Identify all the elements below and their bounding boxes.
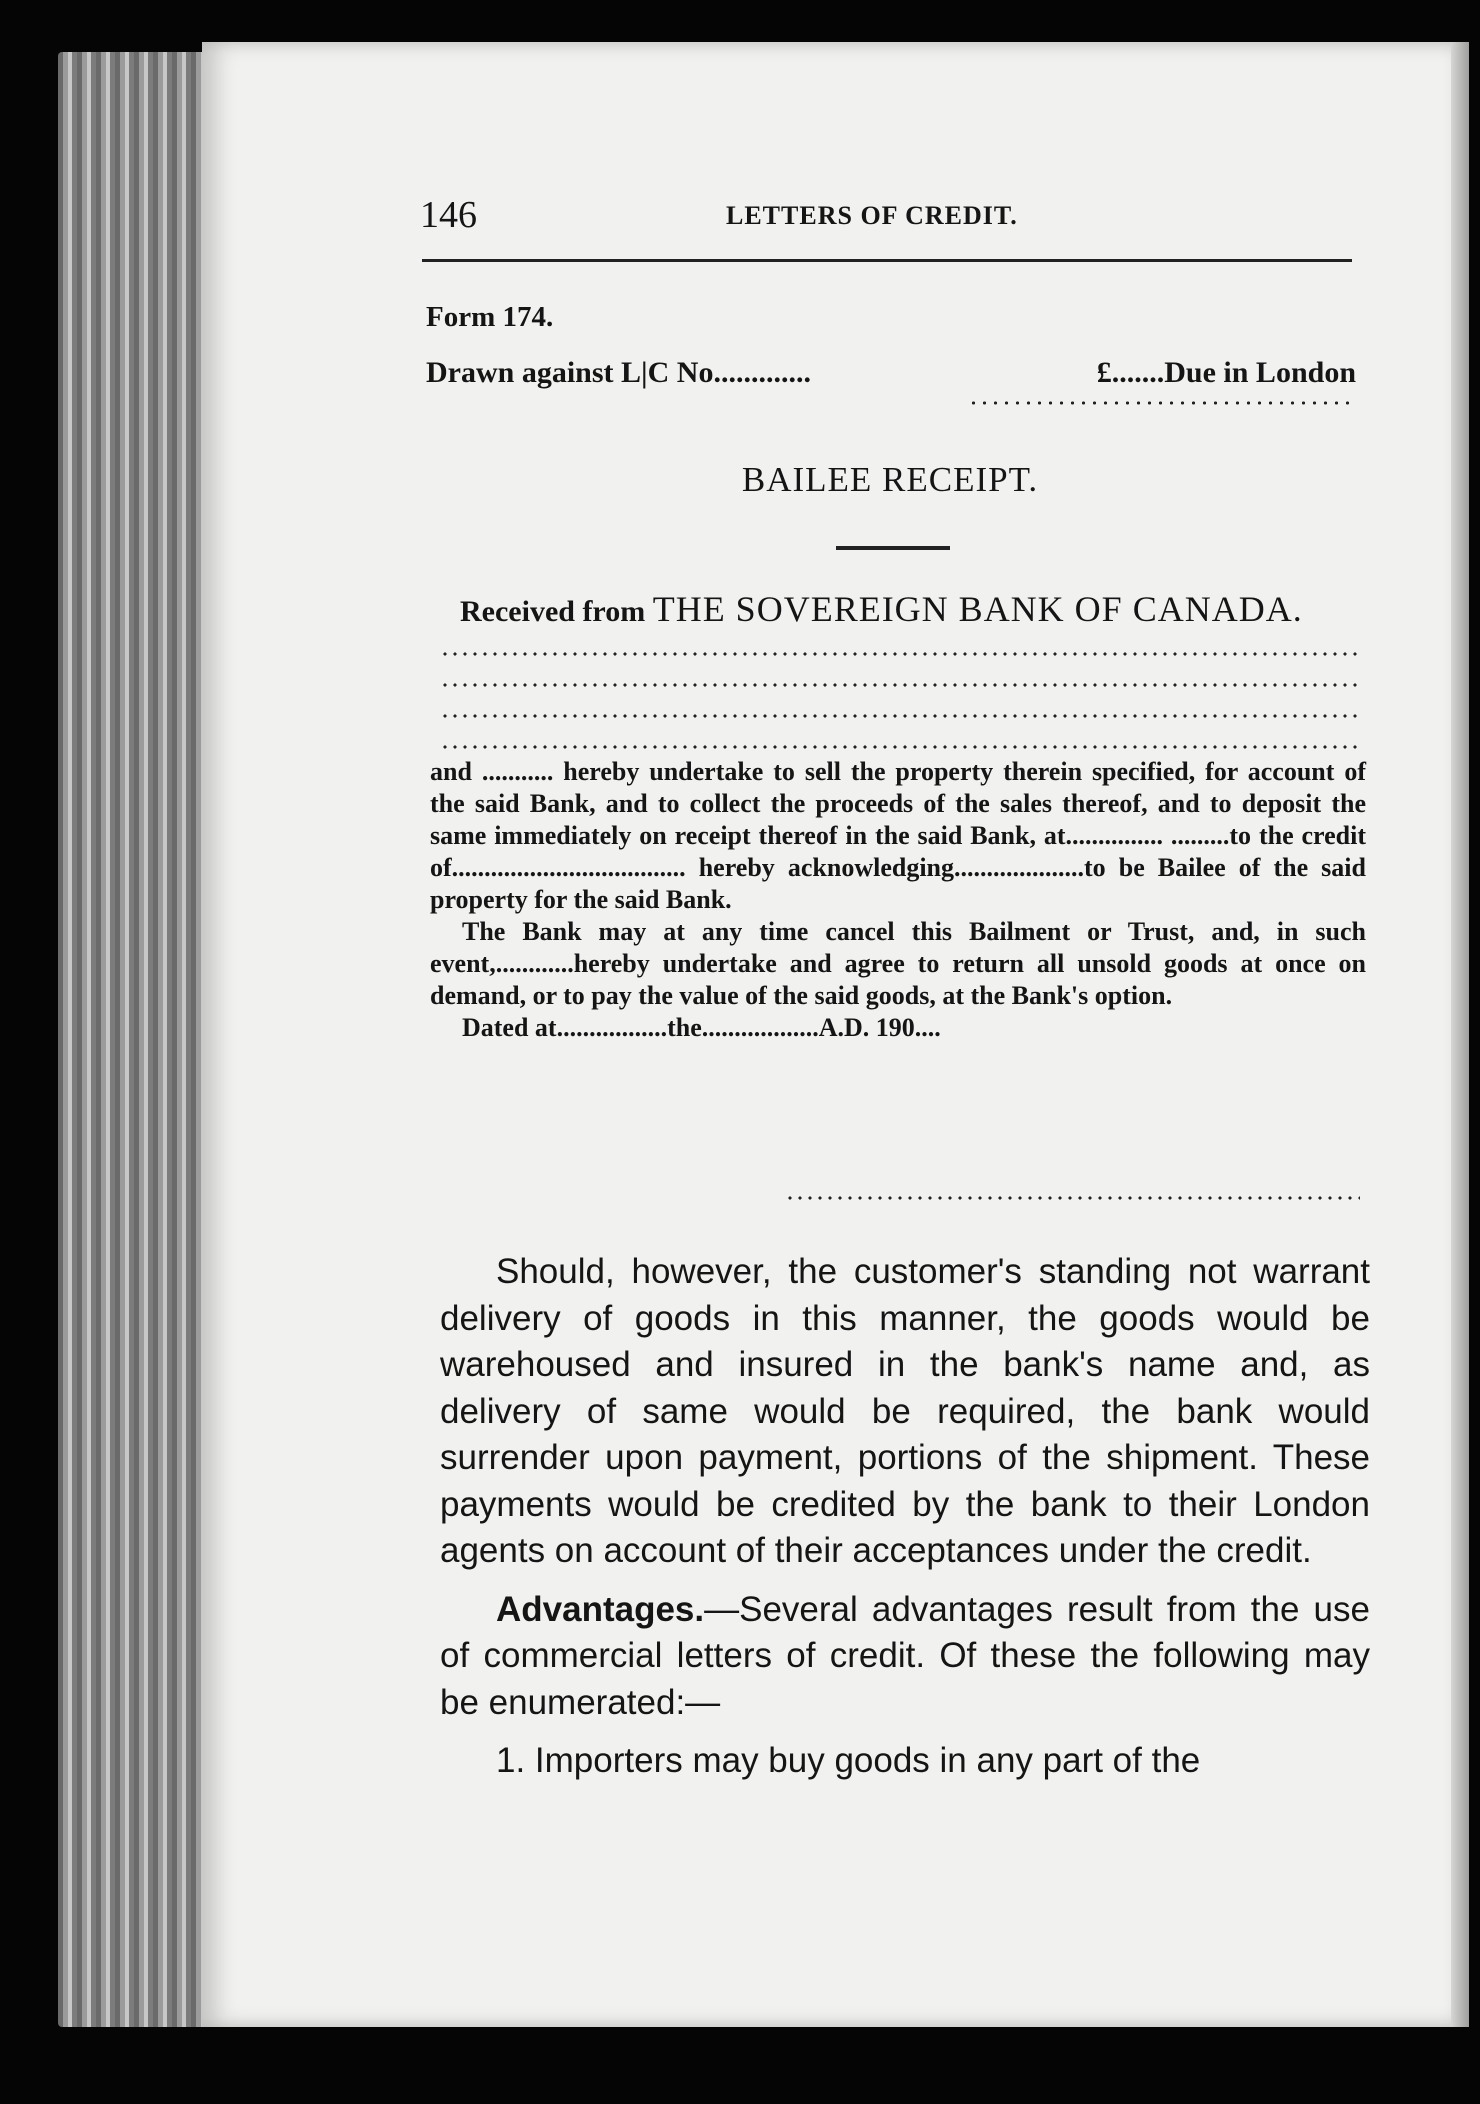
running-head xyxy=(420,193,1360,243)
dotted-fill-line xyxy=(440,714,1360,718)
dated-line: Dated at.................the..................A.D. 190.... xyxy=(462,1013,941,1042)
form-paragraph: and ........... hereby undertake to sell the property therein specified, for account of the said Bank, and to collect the proceeds of the sales thereof, and to deposit the same immediately on receipt thereof in the said Bank, at............... .........to the credit of.................................... hereby acknowledging....................to be Bailee of the said property for the said Bank. xyxy=(430,757,1366,914)
body-paragraph xyxy=(440,1587,1370,1727)
advantages-heading: Advantages. xyxy=(496,1589,705,1629)
page-number: 146 xyxy=(420,194,477,236)
header-rule xyxy=(422,259,1352,262)
due-in-london-dotted-line xyxy=(968,401,1352,405)
page-right-edge xyxy=(1451,42,1469,2027)
drawn-against-right: £.......Due in London xyxy=(1096,356,1356,389)
bank-name: THE SOVEREIGN BANK OF CANADA. xyxy=(652,589,1303,629)
signature-dotted-line xyxy=(785,1196,1360,1200)
form-body xyxy=(430,756,1366,1044)
form-number: Form 174. xyxy=(426,301,554,333)
dotted-fill-line xyxy=(440,745,1360,749)
dotted-fill-line xyxy=(440,683,1360,687)
dotted-fill-line xyxy=(440,652,1360,656)
received-from-line xyxy=(460,588,1365,630)
drawn-against-left: Drawn against L|C No............. xyxy=(426,356,811,389)
advantages-text: —Several advantages result from the use of commercial letters of credit. Of these the following may be enumerated:— xyxy=(440,1589,1370,1722)
drawn-against-line xyxy=(426,356,1356,390)
running-title: LETTERS OF CREDIT. xyxy=(726,201,1018,230)
form-title: BAILEE RECEIPT. xyxy=(741,460,1039,499)
received-from-label: Received from xyxy=(460,595,646,628)
title-rule xyxy=(836,546,950,550)
body-paragraph: Should, however, the customer's standing not warrant delivery of goods in this manner, the goods would be warehoused and insured in the bank's name and, as delivery of same would be required, the bank would surrender upon payment, portions of the shipment. These payments would be credited by the bank to their London agents on account of their acceptances under the credit. xyxy=(440,1252,1370,1570)
body-text xyxy=(440,1249,1370,1785)
list-item: 1. Importers may buy goods in any part of the xyxy=(496,1741,1201,1780)
form-paragraph: The Bank may at any time cancel this Bailment or Trust, and, in such event,............hereby undertake and agree to return all unsold goods at once on demand, or to pay the value of the said goods, at the Bank's option. xyxy=(430,917,1366,1010)
